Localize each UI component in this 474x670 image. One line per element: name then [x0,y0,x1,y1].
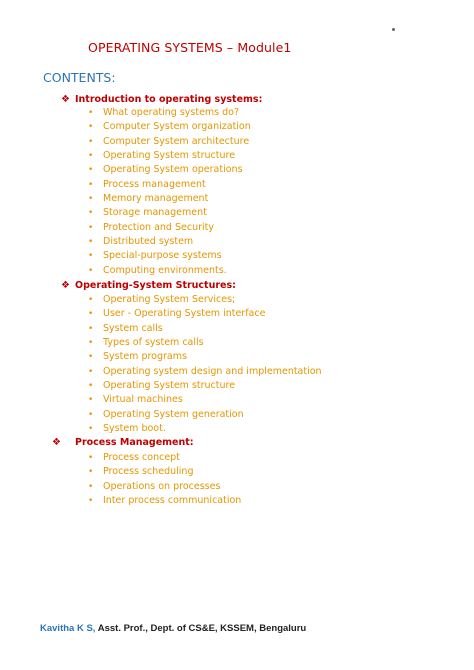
list-item-label: Computing environments. [103,264,227,276]
list-item [88,235,251,249]
bullet-icon: • [88,467,94,478]
bullet-icon: • [88,237,94,248]
contents-heading: CONTENTS: [43,70,116,85]
bullet-icon: • [88,309,94,320]
list-item-label: Process scheduling [103,466,194,478]
list-item-label: Memory management [103,193,209,205]
list-item-label: What operating systems do? [103,107,240,118]
footer [40,623,306,634]
bullet-icon: • [88,453,94,463]
list-item [88,163,251,177]
list-item [88,451,241,465]
list-item [88,135,251,149]
list-item [88,393,322,407]
list-item-label: Operating system design and implementation [103,365,322,377]
section-list-introduction [88,106,251,278]
list-item-label: Protection and Security [103,221,214,233]
bullet-icon: • [88,208,94,219]
list-item-label: Computer System organization [103,121,251,133]
bullet-icon: • [88,496,94,507]
list-item [88,149,251,163]
list-item-label: Distributed system [103,236,194,248]
list-item [88,322,322,336]
bullet-icon: • [88,295,94,305]
bullet-icon: • [88,165,94,176]
list-item-label: Special-purpose systems [103,250,222,262]
section-heading-os-structures: Operating-System Structures: [75,280,236,291]
list-item-label: System boot. [103,423,166,435]
list-item [88,293,322,307]
list-item [88,264,251,278]
list-item [88,494,241,508]
list-item [88,206,251,220]
footer-affiliation: Asst. Prof., Dept. of CS&E, KSSEM, Bengaluru [95,623,307,634]
bullet-icon: • [88,194,94,205]
bullet-icon: • [88,151,94,162]
list-item [88,465,241,479]
section-heading-introduction: Introduction to operating systems: [75,94,263,105]
footer-author: Kavitha K S, [40,623,96,634]
page-title: OPERATING SYSTEMS – Module1 [88,40,292,55]
diamond-bullet-icon: ❖ [61,94,70,105]
diamond-bullet-icon: ❖ [61,280,70,291]
list-item [88,350,322,364]
list-item-label: Virtual machines [103,394,183,406]
list-item-label: Operating System structure [103,150,236,162]
decorative-dot [392,28,395,31]
list-item-label: Operating System generation [103,408,244,420]
list-item [88,365,322,379]
list-item-label: Storage management [103,207,207,219]
list-item [88,480,241,494]
diamond-bullet-icon: ❖ [52,437,61,448]
bullet-icon: • [88,481,94,492]
list-item-label: Process management [103,178,206,190]
bullet-icon: • [88,424,94,435]
section-heading-process-management: Process Management: [75,437,194,448]
list-item [88,336,322,350]
bullet-icon: • [88,323,94,334]
bullet-icon: • [88,395,94,406]
list-item [88,106,251,120]
list-item [88,249,251,263]
bullet-icon: • [88,338,94,349]
list-item-label: Operating System operations [103,164,243,176]
bullet-icon: • [88,366,94,377]
list-item [88,379,322,393]
section-list-process-management [88,451,241,508]
list-item-label: System calls [103,322,163,334]
bullet-icon: • [88,122,94,133]
bullet-icon: • [88,179,94,190]
list-item [88,408,322,422]
list-item-label: Operations on processes [103,480,221,492]
list-item [88,120,251,134]
list-item [88,307,322,321]
bullet-icon: • [88,409,94,420]
section-list-os-structures [88,293,322,436]
bullet-icon: • [88,222,94,233]
bullet-icon: • [88,136,94,147]
list-item-label: Operating System structure [103,380,236,392]
list-item-label: System programs [103,351,187,363]
bullet-icon: • [88,265,94,276]
list-item-label: Operating System Services; [103,294,236,305]
list-item [88,178,251,192]
list-item-label: Types of system calls [103,337,204,349]
list-item [88,221,251,235]
list-item [88,192,251,206]
list-item-label: Process concept [103,452,180,463]
list-item [88,422,322,436]
list-item-label: Computer System architecture [103,135,250,147]
bullet-icon: • [88,381,94,392]
bullet-icon: • [88,352,94,363]
bullet-icon: • [88,108,94,118]
list-item-label: Inter process communication [103,495,242,507]
list-item-label: User - Operating System interface [103,308,266,320]
bullet-icon: • [88,251,94,262]
